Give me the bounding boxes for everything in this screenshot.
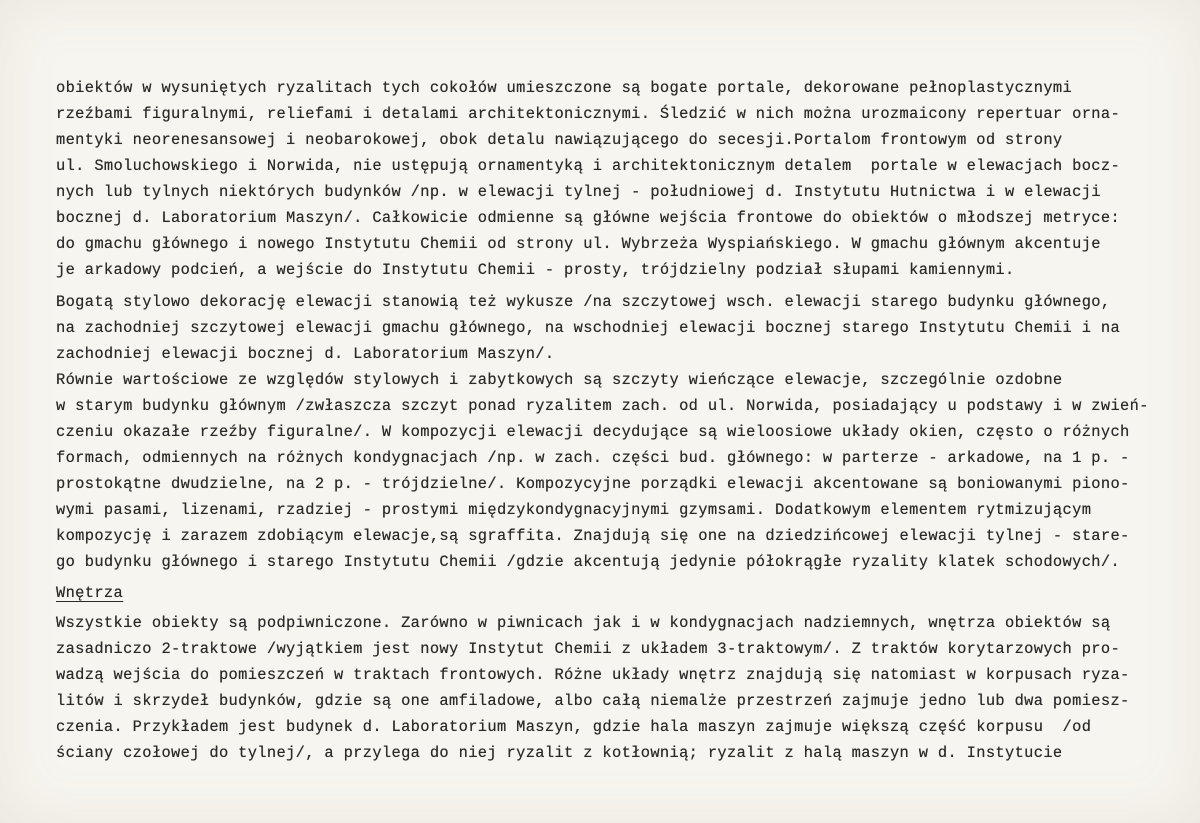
section-heading: Wnętrza — [56, 584, 124, 602]
text-line: ściany czołowej do tylnej/, a przylega do niej ryzalit z kotłownią; ryzalit z halą maszyn w d. Instytucie — [56, 744, 1063, 762]
text-line: go budynku głównego i starego Instytutu Chemii /gdzie akcentują jedynie półokrągłe ryzality klatek schodowych/. — [56, 553, 1121, 571]
text-line: bocznej d. Laboratorium Maszyn/. Całkowicie odmienne są główne wejścia frontowe do obiektów o młodszej metryce: — [56, 209, 1121, 227]
text-line: obiektów w wysuniętych ryzalitach tych cokołów umieszczone są bogate portale, dekorowane pełnoplastycznymi — [56, 79, 1073, 97]
text-line: Równie wartościowe ze względów stylowych i zabytkowych są szczyty wieńczące elewacje, szczególnie ozdobne — [56, 371, 1063, 389]
text-line: prostokątne dwudzielne, na 2 p. - trójdzielne/. Kompozycyjne porządki elewacji akcentowane są boniowanymi piono- — [56, 475, 1130, 493]
text-line: wymi pasami, lizenami, rzadziej - prostymi międzykondygnacyjnymi gzymsami. Dodatkowym elementem rytmizującym — [56, 501, 1092, 519]
text-line: czenia. Przykładem jest budynek d. Laboratorium Maszyn, gdzie hala maszyn zajmuje większą część korpusu /od — [56, 718, 1092, 736]
text-line: do gmachu głównego i nowego Instytutu Chemii od strony ul. Wybrzeża Wyspiańskiego. W gmachu głównym akcentuje — [56, 235, 1101, 253]
text-line: wadzą wejścia do pomieszczeń w traktach frontowych. Różne układy wnętrz znajdują się natomiast w korpusach ryza- — [56, 666, 1130, 684]
text-line: litów i skrzydeł budynków, gdzie są one amfiladowe, albo całą niemalże przestrzeń zajmuje jedno lub dwa pomiesz- — [56, 692, 1130, 710]
text-line: czeniu okazałe rzeźby figuralne/. W kompozycji elewacji decydujące są wieloosiowe układy okien, często o różnych — [56, 423, 1130, 441]
text-line: zasadniczo 2-traktowe /wyjątkiem jest nowy Instytut Chemii z układem 3-traktowym/. Z traktów korytarzowych pro- — [56, 640, 1121, 658]
text-line: rzeźbami figuralnymi, reliefami i detalami architektonicznymi. Śledzić w nich można urozmaicony repertuar orna- — [56, 105, 1121, 123]
text-line: w starym budynku głównym /zwłaszcza szczyt ponad ryzalitem zach. od ul. Norwida, posiadający u podstawy i w zwień- — [56, 397, 1149, 415]
text-line: formach, odmiennych na różnych kondygnacjach /np. w zach. części bud. głównego: w parterze - arkadowe, na 1 p. - — [56, 449, 1130, 467]
text-line: Wszystkie obiekty są podpiwniczone. Zarówno w piwnicach jak i w kondygnacjach nadziemnych, wnętrza obiektów są — [56, 614, 1111, 632]
text-line: na zachodniej szczytowej elewacji gmachu głównego, na wschodniej elewacji bocznej starego Instytutu Chemii i na — [56, 319, 1121, 337]
text-line: kompozycję i zarazem zdobiącym elewacje,są sgraffita. Znajdują się one na dziedzińcowej elewacji tylnej - stare- — [56, 527, 1130, 545]
text-line: je arkadowy podcień, a wejście do Instytutu Chemii - prosty, trójdzielny podział słupami kamiennymi. — [56, 261, 1015, 279]
text-line: ul. Smoluchowskiego i Norwida, nie ustępują ornamentyką i architektonicznym detalem portale w elewacjach bocz- — [56, 157, 1121, 175]
text-line: Bogatą stylowo dekorację elewacji stanowią też wykusze /na szczytowej wsch. elewacji starego budynku głównego, — [56, 293, 1111, 311]
text-line: mentyki neorenesansowej i neobarokowej, obok detalu nawiązującego do secesji.Portalom frontowym od strony — [56, 131, 1063, 149]
text-line: nych lub tylnych niektórych budynków /np. w elewacji tylnej - południowej d. Instytutu Hutnictwa i w elewacji — [56, 183, 1101, 201]
text-line: zachodniej elewacji bocznej d. Laboratorium Maszyn/. — [56, 345, 555, 363]
